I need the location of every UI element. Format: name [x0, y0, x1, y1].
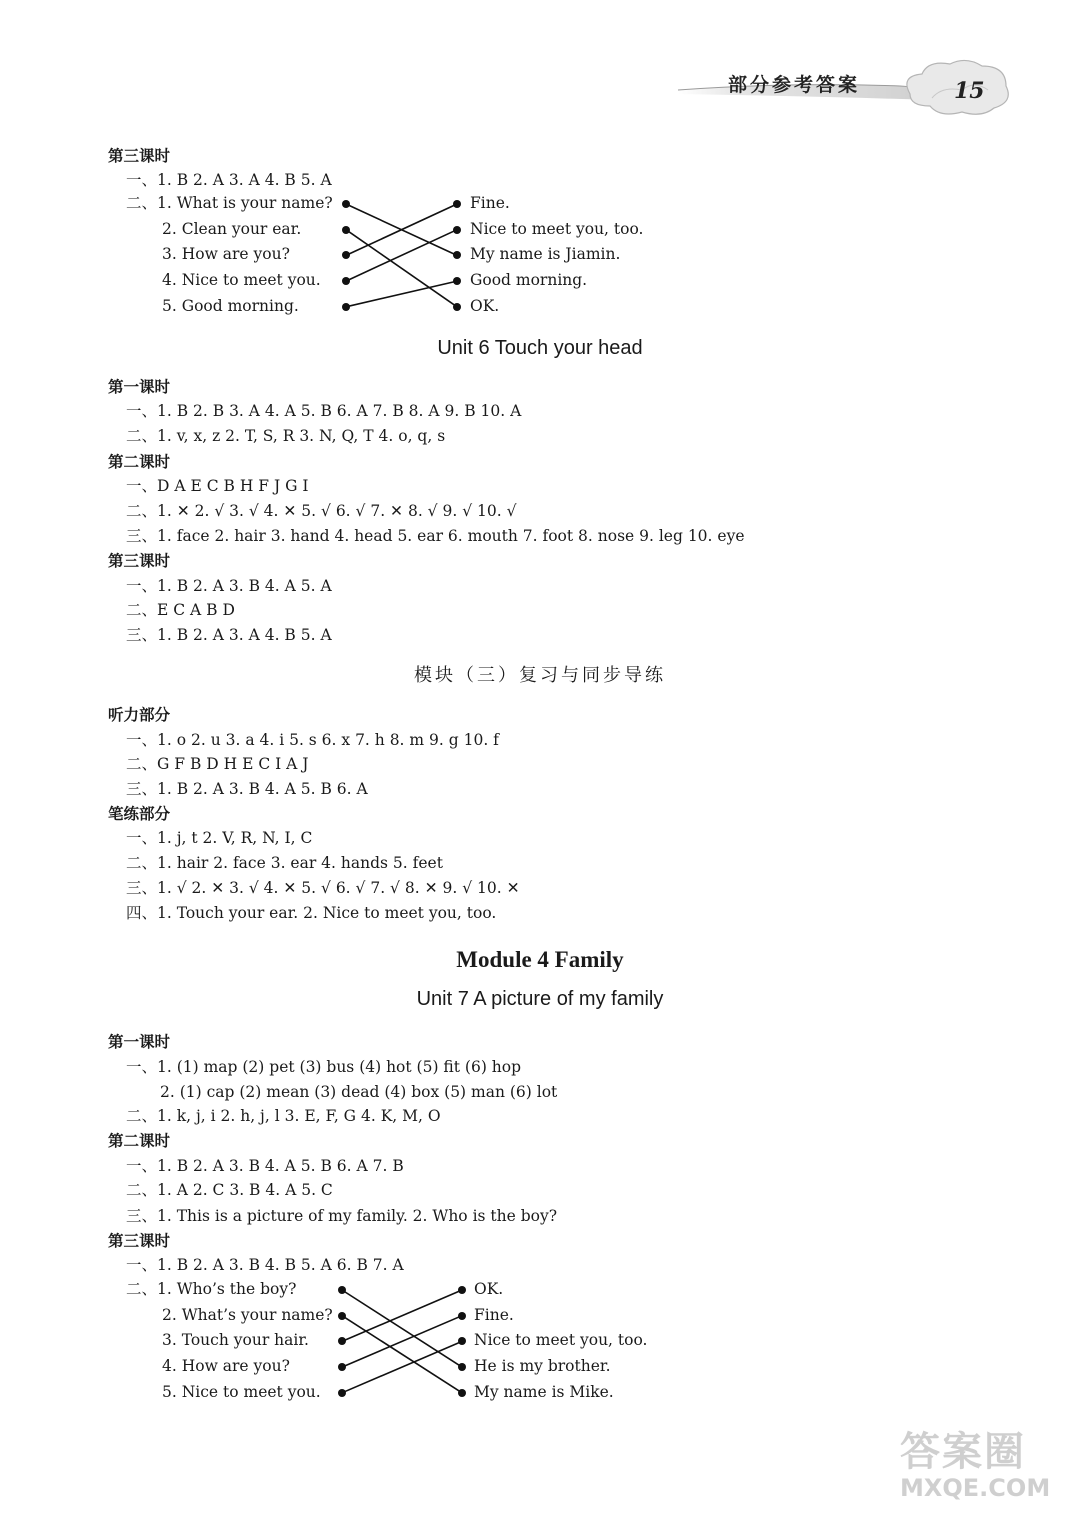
match-connector [342, 1316, 462, 1393]
match-right-item: Nice to meet you, too. [474, 1331, 648, 1350]
answer-line: 一、1. (1) map (2) pet (3) bus (4) hot (5) fit (6) hop [126, 1058, 522, 1076]
answer-line: 一、1. B 2. A 3. A 4. B 5. A [126, 171, 332, 189]
match-left-item: 5. Good morning. [162, 296, 299, 315]
match-right-item: Good morning. [470, 271, 588, 290]
answer-line: 二、G F B D H E C I A J [126, 755, 309, 773]
section-heading: 听力部分 [108, 706, 171, 724]
match-connector [342, 1290, 462, 1367]
match-right-item: My name is Mike. [474, 1382, 614, 1401]
module-title: Module 4 Family [456, 947, 624, 972]
match-left-item: 4. How are you? [162, 1357, 290, 1376]
answer-line: 二、1. hair 2. face 3. ear 4. hands 5. feet [126, 854, 443, 872]
answer-line: 一、1. j, t 2. V, R, N, I, C [126, 829, 313, 847]
section-heading: 第二课时 [108, 453, 171, 471]
answer-line: 一、1. B 2. A 3. B 4. B 5. A 6. B 7. A [126, 1256, 404, 1274]
site-watermark [900, 1430, 1060, 1510]
match-left-item: 2. Clean your ear. [162, 219, 302, 238]
match-right-item: OK. [470, 296, 500, 315]
answer-line: 二、1. A 2. C 3. B 4. A 5. C [126, 1181, 333, 1199]
answer-line: 三、1. B 2. A 3. B 4. A 5. B 6. A [126, 780, 368, 798]
unit-title: Unit 7 A picture of my family [416, 988, 664, 1010]
match-connector [342, 1341, 462, 1392]
watermark-logo-text: 答案圈 [900, 1429, 1026, 1475]
answer-line: 一、1. B 2. A 3. B 4. A 5. B 6. A 7. B [126, 1157, 404, 1175]
answer-line: 四、1. Touch your ear. 2. Nice to meet you, too. [126, 904, 497, 922]
answer-line: 三、1. B 2. A 3. A 4. B 5. A [126, 626, 332, 644]
module-review-title: 模块（三）复习与同步导练 [414, 665, 666, 686]
match-right-item: OK. [474, 1280, 504, 1298]
answer-line: 2. (1) cap (2) mean (3) dead (4) box (5) man (6) lot [160, 1083, 558, 1101]
answer-line: 二、E C A B D [126, 601, 235, 619]
match-right-item: He is my brother. [474, 1357, 611, 1376]
match-connector [342, 1316, 462, 1367]
answer-line: 二、1. ✕ 2. √ 3. √ 4. ✕ 5. √ 6. √ 7. ✕ 8. √ 9. √ 10. √ [126, 502, 517, 520]
section-heading: 第三课时 [108, 1232, 171, 1250]
match-right-item: Fine. [470, 194, 510, 212]
answer-line: 一、1. B 2. A 3. B 4. A 5. A [126, 577, 332, 595]
match-left-item: 5. Nice to meet you. [162, 1382, 321, 1401]
match-left-item: 二、1. Who’s the boy? [126, 1280, 297, 1298]
answer-line: 三、1. face 2. hair 3. hand 4. head 5. ear 6. mouth 7. foot 8. nose 9. leg 10. eye [126, 527, 745, 545]
page-number: 15 [954, 78, 985, 104]
match-left-item: 二、1. What is your name? [126, 194, 333, 212]
unit-title: Unit 6 Touch your head [437, 337, 643, 359]
match-left-item: 2. What’s your name? [162, 1305, 333, 1324]
match-right-item: Fine. [474, 1305, 514, 1324]
answer-line: 一、1. o 2. u 3. a 4. i 5. s 6. x 7. h 8. m 9. g 10. f [126, 731, 499, 749]
watermark-url: MXQE.COM [900, 1474, 1051, 1502]
match-right-item: Nice to meet you, too. [470, 219, 644, 238]
answer-line: 三、1. This is a picture of my family. 2. Who is the boy? [126, 1207, 558, 1225]
section-heading: 第三课时 [108, 147, 171, 165]
match-left-item: 3. Touch your hair. [162, 1331, 309, 1350]
match-connector [342, 1290, 462, 1341]
answer-line: 一、D A E C B H F J G I [126, 477, 309, 495]
match-left-item: 3. How are you? [162, 245, 290, 264]
match-left-item: 4. Nice to meet you. [162, 271, 321, 290]
section-heading: 第三课时 [108, 552, 171, 570]
answer-line: 二、1. v, x, z 2. T, S, R 3. N, Q, T 4. o, q, s [126, 427, 446, 445]
section-heading: 第一课时 [108, 378, 171, 396]
section-heading: 第二课时 [108, 1132, 171, 1150]
header-title: 部分参考答案 [728, 74, 861, 96]
section-heading: 笔练部分 [108, 805, 171, 823]
section-heading: 第一课时 [108, 1033, 171, 1051]
answer-line: 二、1. k, j, i 2. h, j, l 3. E, F, G 4. K, M, O [126, 1107, 441, 1125]
answer-line: 一、1. B 2. B 3. A 4. A 5. B 6. A 7. B 8. A 9. B 10. A [126, 402, 522, 420]
match-right-item: My name is Jiamin. [470, 245, 621, 264]
answer-line: 三、1. √ 2. ✕ 3. √ 4. ✕ 5. √ 6. √ 7. √ 8. ✕ 9. √ 10. ✕ [126, 879, 520, 897]
